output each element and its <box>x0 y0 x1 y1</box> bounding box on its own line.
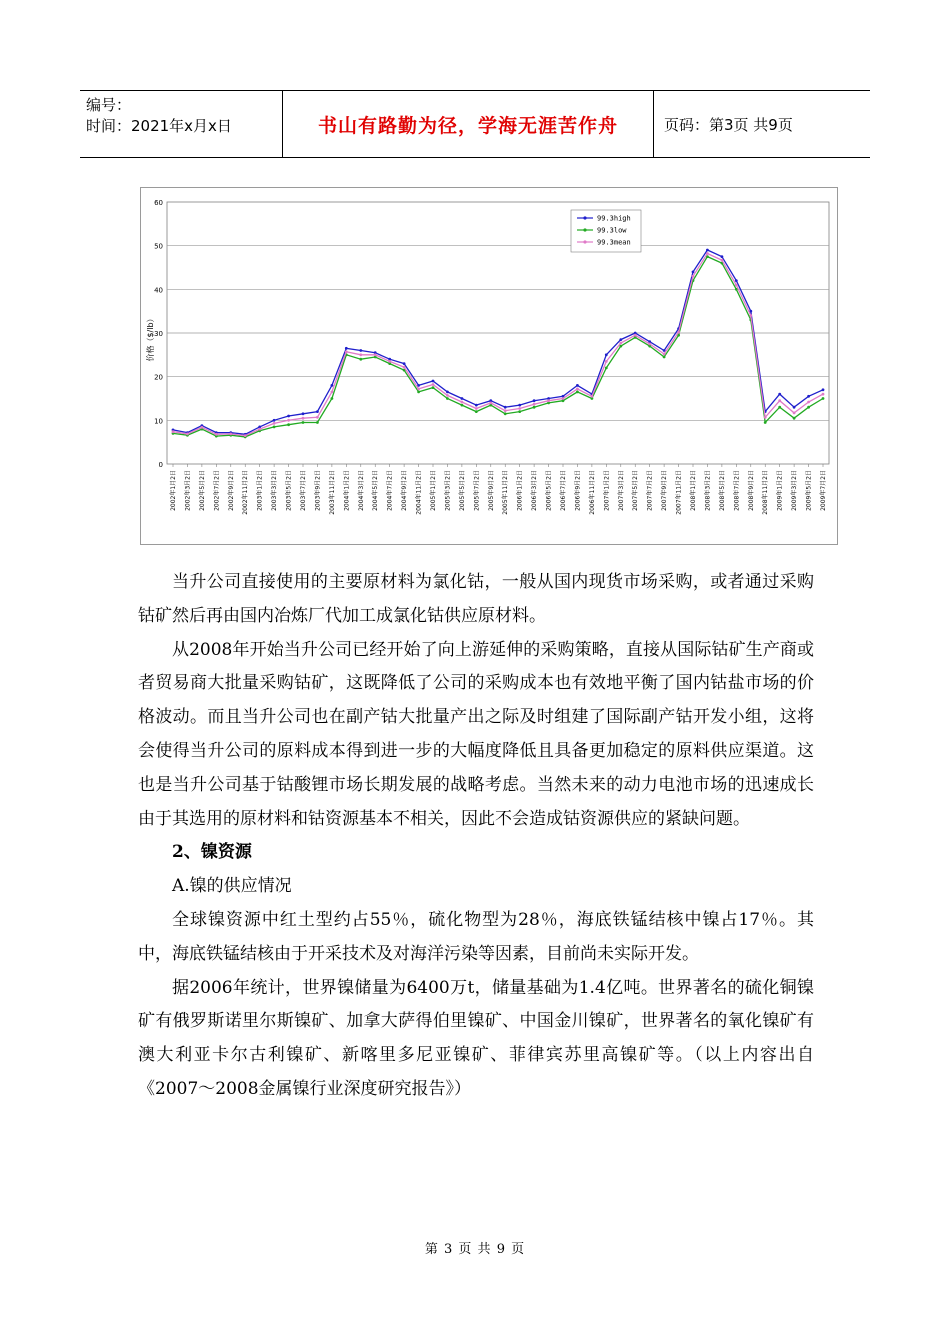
series-0-point-11 <box>331 384 334 387</box>
series-0-point-44 <box>807 395 810 398</box>
x-tick-label-6: 2003年1月2日 <box>256 470 264 511</box>
series-2-point-0 <box>172 430 175 433</box>
legend-label-2: 99.3mean <box>597 238 631 247</box>
series-1-point-44 <box>807 406 810 409</box>
cobalt-price-chart <box>140 187 838 545</box>
legend-label-1: 99.3low <box>597 226 627 235</box>
series-2-point-2 <box>201 426 204 429</box>
x-tick-label-27: 2006年7月2日 <box>560 470 567 511</box>
series-1-point-23 <box>504 412 507 415</box>
paragraph-upstream-strategy: 从2008年开始当升公司已经开始了向上游延伸的采购策略，直接从国际钴矿生产商或者贸易商大批量采购钴矿，这既降低了公司的采购成本也有效地平衡了国内钴盐市场的价格波动。而且当升公司也在副产钴大批量产出之际及时组建了国际副产钴开发小组，这将会使得当升公司的原料成本得到进一步的大幅度降低且具备更加稳定的原料供应渠道。这也是当升公司基于钴酸锂市场长期发展的战略考虑。当然未来的动力电池市场的迅速成长由于其选用的原材料和钴资源基本不相关，因此不会造成钴资源供应的紧缺问题。 <box>138 639 814 829</box>
x-tick-label-30: 2007年1月2日 <box>603 470 611 511</box>
series-2-point-1 <box>186 433 189 436</box>
paragraph-cobalt-raw-material: 当升公司直接使用的主要原材料为氯化钴，一般从国内现货市场采购，或者通过采购钴矿然后再由国内冶炼厂代加工成氯化钴供应原材料。 <box>138 572 814 626</box>
series-0-point-38 <box>721 255 724 258</box>
x-tick-label-12: 2004年1月2日 <box>343 470 351 511</box>
series-1-point-18 <box>432 386 435 389</box>
document-number-label: 编号： <box>86 96 132 114</box>
series-2-point-20 <box>461 401 464 404</box>
series-1-point-25 <box>533 406 536 409</box>
x-tick-label-8: 2003年5月2日 <box>285 470 293 511</box>
x-tick-label-37: 2008年3月2日 <box>704 470 712 511</box>
x-tick-label-1: 2002年3月2日 <box>184 470 192 511</box>
series-1-point-30 <box>605 367 608 370</box>
series-2-point-24 <box>518 407 521 410</box>
header-table <box>80 90 870 158</box>
x-tick-label-22: 2005年9月2日 <box>487 470 495 511</box>
series-0-point-12 <box>345 347 348 350</box>
x-tick-label-4: 2002年9月2日 <box>227 470 235 511</box>
chart-svg <box>141 188 839 546</box>
x-tick-label-9: 2003年7月2日 <box>300 470 307 511</box>
series-2-point-18 <box>432 383 435 386</box>
series-1-point-24 <box>518 410 521 413</box>
series-1-point-34 <box>663 356 666 359</box>
series-1-point-9 <box>302 421 305 424</box>
series-1-point-28 <box>576 391 579 394</box>
series-0-point-24 <box>518 404 521 407</box>
series-0-point-31 <box>619 338 622 341</box>
series-0-point-8 <box>287 415 290 418</box>
series-1-point-10 <box>316 421 319 424</box>
x-tick-label-16: 2004年9月2日 <box>401 470 409 511</box>
series-0-point-25 <box>533 399 536 402</box>
x-tick-label-41: 2008年11月2日 <box>762 470 770 515</box>
series-1-point-11 <box>331 397 334 400</box>
series-0-point-37 <box>706 249 709 252</box>
x-tick-label-28: 2006年9月2日 <box>574 470 582 511</box>
series-2-point-27 <box>562 397 565 400</box>
series-0-point-36 <box>692 271 695 274</box>
series-2-point-26 <box>547 399 550 402</box>
y-tick-30: 30 <box>154 330 163 338</box>
series-2-point-42 <box>778 399 781 402</box>
paragraph-nickel-resources: 全球镍资源中红土型约占55％，硫化物型为28％，海底铁锰结核中镍占17％。其中，海底铁锰结核由于开采技术及对海洋污染等因素，目前尚未实际开发。 <box>138 909 814 964</box>
page-footer: 第 3 页 共 9 页 <box>424 1242 526 1257</box>
subheading-nickel-supply: A.镍的供应情况 <box>172 876 292 897</box>
series-2-point-6 <box>258 428 261 431</box>
series-2-point-4 <box>229 433 232 436</box>
series-0-point-9 <box>302 412 305 415</box>
series-0-point-42 <box>778 393 781 396</box>
series-2-point-19 <box>446 394 449 397</box>
series-2-point-23 <box>504 409 507 412</box>
series-1-point-19 <box>446 397 449 400</box>
header-motto-cell <box>282 91 654 157</box>
x-tick-label-43: 2009年3月2日 <box>791 470 799 511</box>
x-tick-label-18: 2005年1月2日 <box>430 470 437 511</box>
series-2-point-8 <box>287 419 290 422</box>
series-0-point-18 <box>432 380 435 383</box>
x-tick-label-25: 2006年3月2日 <box>531 470 539 511</box>
document-time-label: 时间：2021年x月x日 <box>86 117 232 135</box>
series-0-point-13 <box>359 349 362 352</box>
series-0-point-30 <box>605 353 608 356</box>
series-2-point-22 <box>489 402 492 405</box>
series-1-point-8 <box>287 423 290 426</box>
series-2-point-7 <box>273 422 276 425</box>
y-tick-10: 10 <box>154 417 163 426</box>
series-2-point-21 <box>475 407 478 410</box>
x-tick-label-19: 2005年3月2日 <box>444 470 452 511</box>
x-tick-label-17: 2004年11月2日 <box>415 470 423 515</box>
x-tick-label-34: 2007年9月2日 <box>661 470 669 511</box>
body-text <box>138 566 814 1107</box>
header-page-label: 页码：第3页 共9页 <box>664 115 793 134</box>
series-2-point-39 <box>735 284 738 287</box>
series-1-point-41 <box>764 421 767 424</box>
series-2-point-36 <box>692 275 695 278</box>
series-2-point-34 <box>663 353 666 356</box>
legend <box>571 210 641 252</box>
series-2-point-40 <box>749 314 752 317</box>
series-2-point-11 <box>331 391 334 394</box>
series-1-point-21 <box>475 410 478 413</box>
series-2-point-44 <box>807 401 810 404</box>
series-2-point-32 <box>634 334 637 337</box>
legend-swatch-marker-2 <box>583 240 586 243</box>
x-tick-label-7: 2003年3月2日 <box>271 470 279 511</box>
series-0-point-28 <box>576 384 579 387</box>
x-tick-label-40: 2008年9月2日 <box>747 470 755 511</box>
x-tick-label-10: 2003年9月2日 <box>314 470 322 511</box>
paragraph-nickel-reserves: 据2006年统计，世界镍储量为6400万t，储量基础为1.4亿吨。世界著名的硫化铜镍矿有俄罗斯诺里尔斯镍矿、加拿大萨得伯里镍矿、中国金川镍矿，世界著名的氧化镍矿有澳大利亚卡尔古利镍矿、新喀里多尼亚镍矿、菲律宾苏里高镍矿等。（以上内容出自《2007～2008金属镍行业深度研究报告》） <box>138 977 814 1099</box>
x-tick-label-29: 2006年11月2日 <box>588 470 596 515</box>
series-0-point-43 <box>793 406 796 409</box>
x-tick-label-38: 2008年5月2日 <box>718 470 726 511</box>
series-2-point-17 <box>417 388 420 391</box>
series-2-point-3 <box>215 433 218 436</box>
y-tick-40: 40 <box>154 286 163 295</box>
series-2-point-29 <box>591 395 594 398</box>
series-0-point-19 <box>446 391 449 394</box>
legend-swatch-marker-1 <box>583 228 586 231</box>
x-tick-label-13: 2004年3月2日 <box>357 470 365 511</box>
series-2-point-35 <box>677 331 680 334</box>
series-0-point-10 <box>316 410 319 413</box>
series-2-point-12 <box>345 350 348 353</box>
series-2-point-37 <box>706 252 709 255</box>
x-tick-label-45: 2009年7月2日 <box>820 470 827 511</box>
series-0-point-45 <box>822 388 825 391</box>
y-tick-20: 20 <box>154 373 163 382</box>
series-1-point-17 <box>417 391 420 394</box>
x-tick-label-15: 2004年7月2日 <box>386 470 394 511</box>
x-tick-label-11: 2003年11月2日 <box>328 470 336 515</box>
section-heading-nickel: 2、镍资源 <box>172 842 252 863</box>
x-tick-label-44: 2009年5月2日 <box>805 470 813 511</box>
series-0-point-23 <box>504 406 507 409</box>
x-tick-label-42: 2009年1月2日 <box>776 470 784 511</box>
x-tick-label-33: 2007年7月2日 <box>646 470 654 511</box>
x-tick-label-36: 2008年1月2日 <box>690 470 697 511</box>
header-motto: 书山有路勤为径，学海无涯苦作舟 <box>317 114 618 137</box>
x-tick-label-20: 2005年5月2日 <box>458 470 466 511</box>
y-tick-labels <box>154 199 163 469</box>
x-tick-label-35: 2007年11月2日 <box>675 470 683 515</box>
y-axis-label: 价格（$/lb） <box>146 314 155 362</box>
series-2-point-9 <box>302 417 305 420</box>
legend-swatch-marker-0 <box>583 216 586 219</box>
x-tick-label-24: 2006年1月2日 <box>516 470 524 511</box>
series-2-point-14 <box>374 353 377 356</box>
series-2-point-30 <box>605 360 608 363</box>
x-tick-label-14: 2004年5月2日 <box>372 470 380 511</box>
series-2-point-45 <box>822 393 825 396</box>
series-2-point-28 <box>576 388 579 391</box>
series-0-point-21 <box>475 404 478 407</box>
x-tick-label-26: 2006年5月2日 <box>545 470 553 511</box>
header-page-cell <box>654 91 870 157</box>
x-tick-label-39: 2008年7月2日 <box>733 470 741 511</box>
x-tick-label-2: 2002年5月2日 <box>198 470 206 511</box>
series-2-point-13 <box>359 353 362 356</box>
series-2-point-33 <box>648 343 651 346</box>
series-2-point-25 <box>533 403 536 406</box>
y-tick-60: 60 <box>154 199 163 207</box>
y-tick-50: 50 <box>154 242 163 251</box>
series-1-point-13 <box>359 358 362 361</box>
series-0-point-16 <box>403 362 406 365</box>
series-2-point-43 <box>793 412 796 415</box>
x-tick-label-3: 2002年7月2日 <box>213 470 221 511</box>
x-tick-label-5: 2002年11月2日 <box>242 470 250 515</box>
legend-label-0: 99.3high <box>597 214 631 223</box>
x-tick-label-23: 2005年11月2日 <box>502 470 510 515</box>
x-tick-label-0: 2002年1月2日 <box>170 470 177 511</box>
series-2-point-10 <box>316 416 319 419</box>
series-2-point-38 <box>721 259 724 262</box>
series-2-point-5 <box>244 434 247 437</box>
series-1-point-45 <box>822 397 825 400</box>
series-0-point-20 <box>461 397 464 400</box>
x-tick-labels <box>169 464 827 515</box>
series-0-point-7 <box>273 419 276 422</box>
series-2-point-41 <box>764 416 767 419</box>
series-2-point-16 <box>403 366 406 369</box>
x-tick-label-32: 2007年5月2日 <box>632 470 640 511</box>
series-1-point-7 <box>273 426 276 429</box>
header-left-cell <box>80 91 282 157</box>
series-1-point-20 <box>461 404 464 407</box>
series-1-point-43 <box>793 417 796 420</box>
y-tick-0: 0 <box>158 461 163 469</box>
x-tick-label-31: 2007年3月2日 <box>617 470 625 511</box>
series-0-point-39 <box>735 279 738 282</box>
x-tick-label-21: 2005年7月2日 <box>473 470 481 511</box>
series-2-point-15 <box>388 360 391 363</box>
series-1-point-42 <box>778 406 781 409</box>
series-2-point-31 <box>619 342 622 345</box>
